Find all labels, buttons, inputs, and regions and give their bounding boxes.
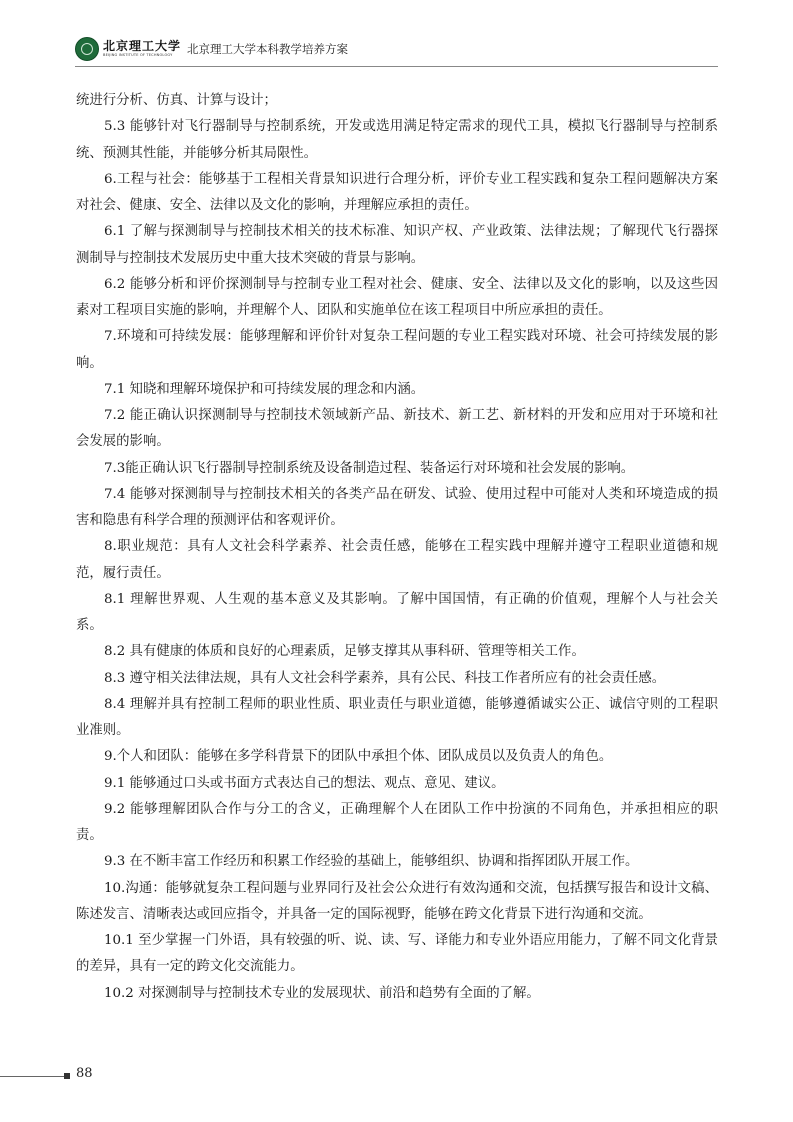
paragraph-7-4: 7.4 能够对探测制导与控制技术相关的各类产品在研发、试验、使用过程中可能对人类和环境造成的损害和隐患有科学合理的预测评估和客观评价。 — [76, 486, 718, 528]
paragraph-10-2: 10.2 对探测制导与控制技术专业的发展现状、前沿和趋势有全面的了解。 — [104, 985, 540, 1001]
paragraph-7-1: 7.1 知晓和理解环境保护和可持续发展的理念和内涵。 — [104, 381, 425, 397]
paragraph-7-2: 7.2 能正确认识探测制导与控制技术领域新产品、新技术、新工艺、新材料的开发和应用对于环境和社会发展的影响。 — [76, 408, 718, 450]
paragraph-8-3: 8.3 遵守相关法律法规，具有人文社会科学素养，具有公民、科技工作者所应有的社会责任感。 — [104, 670, 666, 686]
paragraph-6-2: 6.2 能够分析和评价探测制导与控制专业工程对社会、健康、安全、法律以及文化的影响，以及这些因素对工程项目实施的影响，并理解个人、团队和实施单位在该工程项目中所应承担的责任。 — [76, 276, 718, 318]
paragraph-10: 10.沟通：能够就复杂工程问题与业界同行及社会公众进行有效沟通和交流，包括撰写报告和设计文稿、陈述发言、清晰表达或回应指令，并具备一定的国际视野，能够在跨文化背景下进行沟通和交流。 — [76, 880, 718, 922]
paragraph-7-3: 7.3能正确认识飞行器制导控制系统及设备制造过程、装备运行对环境和社会发展的影响。 — [104, 460, 635, 476]
paragraph-8-2: 8.2 具有健康的体质和良好的心理素质，足够支撑其从事科研、管理等相关工作。 — [104, 644, 585, 660]
footer-divider — [0, 1076, 64, 1077]
paragraph-continuation: 统进行分析、仿真、计算与设计； — [76, 93, 277, 108]
page-number: 88 — [76, 1066, 93, 1081]
paragraph-9-1: 9.1 能够通过口头或书面方式表达自己的想法、观点、意见、建议。 — [104, 775, 505, 791]
logo-chinese-name: 北京理工大学 — [103, 39, 182, 53]
header-title: 北京理工大学本科教学培养方案 — [187, 42, 349, 56]
paragraph-6: 6.工程与社会：能够基于工程相关背景知识进行合理分析，评价专业工程实践和复杂工程问题解决方案对社会、健康、安全、法律以及文化的影响，并理解应承担的责任。 — [76, 171, 718, 213]
header-divider — [75, 66, 718, 67]
document-body — [76, 88, 718, 1007]
paragraph-7: 7.环境和可持续发展：能够理解和评价针对复杂工程问题的专业工程实践对环境、社会可持续发展的影响。 — [76, 329, 718, 371]
paragraph-9-3: 9.3 在不断丰富工作经历和积累工作经验的基础上，能够组织、协调和指挥团队开展工作。 — [104, 854, 639, 870]
paragraph-10-1: 10.1 至少掌握一门外语，具有较强的听、说、读、写、译能力和专业外语应用能力，了解不同文化背景的差异，具有一定的跨文化交流能力。 — [76, 933, 718, 975]
paragraph-9: 9.个人和团队：能够在多学科背景下的团队中承担个体、团队成员以及负责人的角色。 — [104, 749, 613, 765]
university-logo — [103, 40, 181, 58]
paragraph-8: 8.职业规范：具有人文社会科学素养、社会责任感，能够在工程实践中理解并遵守工程职业道德和规范，履行责任。 — [76, 539, 718, 581]
paragraph-5-3: 5.3 能够针对飞行器制导与控制系统，开发或选用满足特定需求的现代工具，模拟飞行器制导与控制系统、预测其性能，并能够分析其局限性。 — [76, 119, 718, 161]
logo-english-name: BEIJING INSTITUTE OF TECHNOLOGY — [103, 53, 173, 57]
footer-square-icon — [64, 1073, 70, 1079]
university-seal-icon — [75, 37, 99, 61]
paragraph-6-1: 6.1 了解与探测制导与控制技术相关的技术标准、知识产权、产业政策、法律法规；了解现代飞行器探测制导与控制技术发展历史中重大技术突破的背景与影响。 — [76, 224, 718, 266]
page-header — [75, 36, 348, 62]
paragraph-8-4: 8.4 理解并具有控制工程师的职业性质、职业责任与职业道德，能够遵循诚实公正、诚信守则的工程职业准则。 — [76, 696, 718, 738]
paragraph-8-1: 8.1 理解世界观、人生观的基本意义及其影响。了解中国国情，有正确的价值观，理解个人与社会关系。 — [76, 591, 718, 633]
paragraph-9-2: 9.2 能够理解团队合作与分工的含义，正确理解个人在团队工作中扮演的不同角色，并承担相应的职责。 — [76, 801, 718, 843]
